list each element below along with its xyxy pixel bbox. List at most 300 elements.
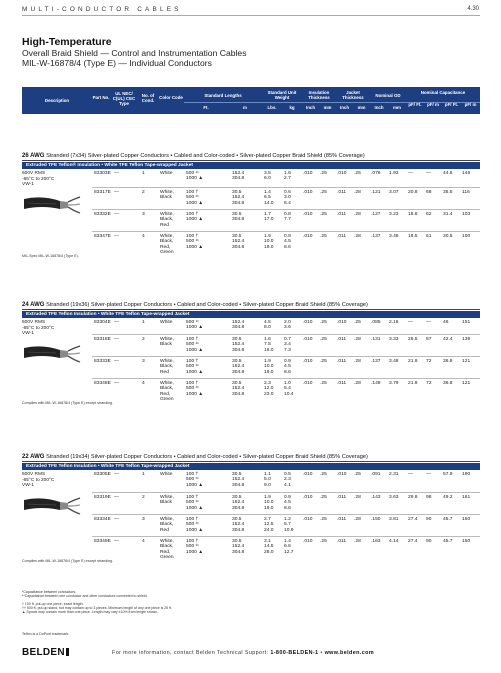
cell-od-mm: 2.31 xyxy=(389,472,399,477)
sub-ins-mm: mm xyxy=(323,105,332,110)
cell-ins-mm: .25 xyxy=(320,539,327,544)
cell-c1: 20.8 xyxy=(408,190,418,195)
cell-ul: — xyxy=(114,539,119,544)
cell-ul: — xyxy=(114,212,119,217)
cell-c1: 27.4 xyxy=(408,539,418,544)
cell-ul: — xyxy=(114,495,119,500)
cell-c3: 57.9 xyxy=(443,472,453,477)
cell-kg: 0.9 4.5 8.6 xyxy=(284,495,291,511)
cell-c1: 27.4 xyxy=(408,517,418,522)
cell-od-in: .143 xyxy=(371,495,381,500)
cell-c4: 150 xyxy=(462,539,471,544)
cell-m: 30.5 152.4 304.8 xyxy=(232,359,245,375)
cell-ft: 100 † 500 ¹¹ 1000 ▲ xyxy=(186,381,204,397)
cell-ins-in: .010 xyxy=(303,190,313,195)
cell-ins-mm: .25 xyxy=(320,495,327,500)
cell-kg: 1.0 5.4 10.4 xyxy=(284,381,294,397)
cell-ul: — xyxy=(114,234,119,239)
col-standard-unit-weight: Standard Unit Weight xyxy=(267,90,297,100)
cell-c2: — xyxy=(426,472,431,477)
table-row xyxy=(92,378,480,405)
cell-c3: 45.7 xyxy=(443,539,453,544)
cell-ul: — xyxy=(114,171,119,176)
cell-c2: 87 xyxy=(426,337,432,342)
cell-jk-mm: .28 xyxy=(354,190,361,195)
cell-jk-in: .011 xyxy=(337,337,347,342)
footnote: †† 500 ft. put-up stand, but may contain up to 3 pieces. Minimum length of any one piece is 25 ft. xyxy=(22,605,173,610)
cell-c3: 45.7 xyxy=(443,517,453,522)
cell-ft: 100 † 500 ¹¹ 1000 ▲ xyxy=(186,517,204,533)
cell-m: 30.5 152.4 304.8 xyxy=(232,337,245,353)
cell-od-mm: 3.81 xyxy=(389,517,399,522)
cell-part: 83333E xyxy=(94,359,111,364)
cell-ins-mm: .25 xyxy=(320,320,327,325)
cell-ins-mm: .25 xyxy=(320,359,327,364)
cell-part: 83319E xyxy=(94,495,111,500)
voltage-rating: 600V RMS -65°C to 200°C VW-1 xyxy=(22,320,55,337)
cell-jk-in: .010 xyxy=(337,320,347,325)
cell-c3: 49.2 xyxy=(443,495,453,500)
col-standard-lengths: Standard Lengths xyxy=(204,93,242,98)
cell-od-mm: 3.79 xyxy=(389,381,399,386)
cell-c4: 121 xyxy=(462,359,471,364)
cell-n: 4 xyxy=(142,381,145,386)
cell-kg: 0.8 7.7 xyxy=(284,212,291,223)
cell-ft: 500 ¹¹ 1000 ▲ xyxy=(186,171,204,182)
cell-kg: 1.4 6.6 12.7 xyxy=(284,539,294,555)
sub-jk-inch: Inch xyxy=(339,105,350,110)
cell-ul: — xyxy=(114,472,119,477)
cell-ft: 500 ¹¹ 1000 ▲ xyxy=(186,320,204,331)
cell-ins-in: .010 xyxy=(303,234,313,239)
sub-pf-ft-a: pF/ Ft. xyxy=(408,102,422,107)
cell-ft: 100 † 500 ¹¹ 1000 ▲ xyxy=(186,359,204,375)
cell-c2: 62 xyxy=(426,212,432,217)
cell-ul: — xyxy=(114,190,119,195)
cell-jk-mm: .28 xyxy=(354,539,361,544)
cell-ins-in: .010 xyxy=(303,539,313,544)
col-part-no: Part No. xyxy=(92,95,110,100)
cell-od-in: .163 xyxy=(371,539,381,544)
trademark-note: Teflon is a DuPont trademark. xyxy=(22,632,70,636)
cell-lbs: 3.1 14.5 28.0 xyxy=(264,539,274,555)
cell-c3: 42.4 xyxy=(443,337,453,342)
cell-jk-in: .011 xyxy=(337,381,347,386)
cell-ft: 100 † 500 ¹¹ 1000 ▲ xyxy=(186,472,204,488)
cell-c1: 21.9 xyxy=(408,359,418,364)
cell-jk-mm: .28 xyxy=(354,495,361,500)
header-divider xyxy=(22,15,480,16)
cell-m: 30.5 152.4 304.8 xyxy=(232,495,245,511)
cell-c2: 90 xyxy=(426,517,432,522)
cell-c4: 121 xyxy=(462,381,471,386)
cell-jk-mm: .28 xyxy=(354,381,361,386)
cell-m: 152.4 304.8 xyxy=(232,320,245,331)
cell-jk-in: .011 xyxy=(337,495,347,500)
cell-ins-in: .010 xyxy=(303,337,313,342)
section-description: Stranded (7x34) Silver-plated Copper Conductors • Cabled and Color-coded • Silver-plated Copper Braid Shield (85% Coverage) xyxy=(46,153,365,159)
cell-c4: 150 xyxy=(462,517,471,522)
cell-od-mm: 3.33 xyxy=(389,337,399,342)
footnotes xyxy=(22,590,172,614)
cell-lbs: 1.6 7.5 16.0 xyxy=(264,337,274,353)
sub-od-mm: mm xyxy=(393,105,401,110)
cell-ft: 100 † 1000 ▲ xyxy=(186,212,204,223)
cell-n: 2 xyxy=(142,190,145,195)
cell-n: 1 xyxy=(142,320,145,325)
cell-ins-mm: .25 xyxy=(320,212,327,217)
col-ul-nec: UL NEC/ C(UL) CEC Type xyxy=(112,91,136,106)
cell-c4: 161 xyxy=(462,495,471,500)
cell-c1: — xyxy=(408,472,413,477)
cell-color: White xyxy=(160,171,173,176)
table-row xyxy=(92,231,480,258)
cell-ul: — xyxy=(114,381,119,386)
rows-area xyxy=(22,318,480,409)
cell-kg: 0.9 4.5 8.6 xyxy=(284,234,291,250)
cell-color: White, Black, Red xyxy=(160,359,174,375)
col-color-code: Color Code xyxy=(159,95,183,100)
cell-lbs: 4.5 8.0 xyxy=(264,320,271,331)
cell-od-in: .127 xyxy=(371,212,381,217)
cell-kg: 1.6 2.7 xyxy=(284,171,291,182)
cell-ul: — xyxy=(114,320,119,325)
sub-od-inch: Inch xyxy=(374,105,384,110)
page-subtitle-spec: MIL-W-16878/4 (Type E) — Individual Conductors xyxy=(22,58,212,68)
cell-ins-in: .010 xyxy=(303,171,313,176)
cell-color: White, Black, Red xyxy=(160,517,174,533)
spec-note: MIL-Spec MIL-W-16878/4 (Type E). xyxy=(22,254,79,258)
cell-od-in: .149 xyxy=(371,381,381,386)
cell-jk-in: .010 xyxy=(337,171,347,176)
cell-c3: 36.8 xyxy=(443,381,453,386)
cell-ins-mm: .25 xyxy=(320,517,327,522)
cell-c4: 146 xyxy=(462,171,471,176)
cell-lbs: 1.4 6.5 14.0 xyxy=(264,190,274,206)
cable-illustration xyxy=(22,338,82,373)
cell-ul: — xyxy=(114,359,119,364)
cell-c2: 61 xyxy=(426,234,432,239)
cell-od-in: .076 xyxy=(371,171,381,176)
cell-lbs: 2.3 12.0 23.0 xyxy=(264,381,274,397)
section-22-awg xyxy=(22,453,480,567)
col-insulation-thickness: Insulation Thickness xyxy=(308,90,330,100)
sub-pf-m-b: pF/ m xyxy=(464,102,477,107)
sub-ft: Ft. xyxy=(203,105,209,110)
belden-logo: BELDEN xyxy=(22,647,69,658)
section-24-awg xyxy=(22,301,480,409)
cell-od-mm: 1.93 xyxy=(389,171,399,176)
cell-c2: 72 xyxy=(426,381,432,386)
cell-c1: 21.9 xyxy=(408,381,418,386)
cell-od-in: .137 xyxy=(371,359,381,364)
col-nominal-od: Nominal OD xyxy=(375,93,401,98)
cell-c1: 29.9 xyxy=(408,495,418,500)
cell-jk-in: .011 xyxy=(337,539,347,544)
cell-kg: 0.5 2.3 4.1 xyxy=(284,472,291,488)
cell-c4: 190 xyxy=(462,472,471,477)
cell-part: 83318E xyxy=(94,337,111,342)
rows-area xyxy=(22,470,480,567)
insulation-bar: Extruded TFE Teflon Insulation • White TFE Teflon Tape-wrapped Jacket xyxy=(22,311,480,318)
cell-ft: 100 † 500 ¹¹ 1000 ▲ xyxy=(186,190,204,206)
cell-jk-mm: .25 xyxy=(354,171,361,176)
cell-c1: 26.5 xyxy=(408,337,418,342)
page-number: 4.30 xyxy=(467,6,479,12)
footnote: ▲ Spools may contain more than one piece. Length may vary ±10% from length shown. xyxy=(22,610,159,615)
cell-c2: 72 xyxy=(426,359,432,364)
col-description: Description xyxy=(44,98,70,103)
section-title xyxy=(22,453,480,462)
footnote: *Capacitance between conductors. xyxy=(22,590,77,594)
cell-lbs: 1.9 10.0 19.0 xyxy=(264,234,274,250)
col-jacket-thickness: Jacket Thickness xyxy=(342,90,364,100)
table-column-header xyxy=(22,87,480,114)
cell-jk-in: .010 xyxy=(337,472,347,477)
cell-c1: 18.5 xyxy=(408,234,418,239)
cell-ins-in: .010 xyxy=(303,495,313,500)
cable-illustration xyxy=(22,189,82,224)
cell-n: 4 xyxy=(142,539,145,544)
table-row xyxy=(92,187,480,209)
cell-lbs: 1.1 5.0 9.0 xyxy=(264,472,271,488)
cell-m: 30.5 152.4 304.8 xyxy=(232,517,245,533)
awg-gauge: 26 AWG xyxy=(22,153,47,159)
page-title: High-Temperature xyxy=(22,36,112,48)
cell-n: 4 xyxy=(142,234,145,239)
cell-color: White, Black, Red xyxy=(160,212,174,228)
sub-pf-m-a: pF/ m xyxy=(427,102,439,107)
sub-kg: kg xyxy=(289,105,295,110)
cell-c2: — xyxy=(426,171,431,176)
cell-jk-mm: .28 xyxy=(354,337,361,342)
cell-ins-in: .010 xyxy=(303,212,313,217)
cell-jk-mm: .28 xyxy=(354,517,361,522)
footnote: † 100 ft. put-up one piece, exact length. xyxy=(22,601,84,606)
cell-lbs: 1.9 10.0 19.0 xyxy=(264,359,274,375)
cell-kg: 1.2 5.7 10.9 xyxy=(284,517,294,533)
cell-color: White xyxy=(160,320,173,325)
cell-od-mm: 3.48 xyxy=(389,359,399,364)
cell-od-mm: 3.23 xyxy=(389,212,399,217)
cell-m: 30.5 304.8 xyxy=(232,212,245,223)
cell-jk-mm: .25 xyxy=(354,472,361,477)
cell-m: 152.4 304.8 xyxy=(232,171,245,182)
cell-kg: 2.0 3.6 xyxy=(284,320,291,331)
cell-kg: 0.9 4.5 8.6 xyxy=(284,359,291,375)
sub-ins-inch: Inch xyxy=(305,105,316,110)
cell-c2: 98 xyxy=(426,495,432,500)
spec-note: Complies with MIL-W-16878/4 (Type E) except stranding. xyxy=(22,559,114,563)
cell-ins-mm: .25 xyxy=(320,381,327,386)
cell-color: White, Black, Red, Green xyxy=(160,539,174,560)
insulation-bar: Extruded TFE Teflon® Insulation • White TFE Teflon Tape-wrapped Jacket xyxy=(22,162,480,169)
cell-ins-in: .010 xyxy=(303,359,313,364)
cell-color: White xyxy=(160,472,173,477)
cable-illustration xyxy=(22,490,82,525)
cell-m: 30.5 152.4 304.8 xyxy=(232,234,245,250)
awg-gauge: 22 AWG xyxy=(22,454,47,460)
cell-c2: 68 xyxy=(426,190,432,195)
table-row xyxy=(92,514,480,536)
cell-part: 83303E xyxy=(94,171,111,176)
cell-lbs: 2.7 12.5 24.0 xyxy=(264,517,274,533)
voltage-rating: 600V RMS -65°C to 200°C VW-1 xyxy=(22,171,55,188)
cell-c2: — xyxy=(426,320,431,325)
cell-color: White, Black xyxy=(160,190,174,201)
cell-ft: 100 † 500 ¹¹ 1000 ▲ xyxy=(186,337,204,353)
cell-ins-mm: .25 xyxy=(320,190,327,195)
cell-ul: — xyxy=(114,337,119,342)
cell-n: 1 xyxy=(142,472,145,477)
cell-ft: 100 † 500 ¹¹ 1000 ▲ xyxy=(186,539,204,555)
cell-n: 3 xyxy=(142,212,145,217)
cell-od-in: .150 xyxy=(371,517,381,522)
cell-od-mm: 3.63 xyxy=(389,495,399,500)
cell-od-mm: 4.14 xyxy=(389,539,399,544)
table-row xyxy=(92,536,480,563)
cell-n: 3 xyxy=(142,517,145,522)
table-row xyxy=(92,470,480,492)
cell-ft: 100 † 500 ¹¹ 1000 ▲ xyxy=(186,234,204,250)
cell-c3: 36.8 xyxy=(443,359,453,364)
cell-ins-mm: .25 xyxy=(320,472,327,477)
sub-pf-ft-b: pF/ Ft. xyxy=(444,102,459,107)
cell-ins-in: .010 xyxy=(303,381,313,386)
website-link[interactable]: www.belden.com xyxy=(324,650,375,656)
cell-lbs: 3.5 6.0 xyxy=(264,171,271,182)
cell-c1: — xyxy=(408,171,413,176)
cell-c2: 90 xyxy=(426,539,432,544)
cell-ins-in: .010 xyxy=(303,472,313,477)
cell-jk-mm: .28 xyxy=(354,212,361,217)
cell-od-in: .091 xyxy=(371,472,381,477)
cell-jk-in: .011 xyxy=(337,212,347,217)
cell-c1: — xyxy=(408,320,413,325)
cell-lbs: 1.9 10.0 19.0 xyxy=(264,495,274,511)
cell-part: 83348E xyxy=(94,381,111,386)
section-title xyxy=(22,301,480,310)
cell-c3: 31.4 xyxy=(443,212,453,217)
awg-gauge: 24 AWG xyxy=(22,302,47,308)
cell-jk-in: .011 xyxy=(337,190,347,195)
cell-n: 1 xyxy=(142,171,145,176)
cell-color: White, Black, Red, Green xyxy=(160,381,174,402)
page-subtitle: Overall Braid Shield — Control and Instrumentation Cables xyxy=(22,48,247,58)
cell-part: 83332E xyxy=(94,212,111,217)
section-26-awg xyxy=(22,152,480,262)
cell-c1: 18.8 xyxy=(408,212,418,217)
cell-od-mm: 3.07 xyxy=(389,190,399,195)
cell-od-mm: 3.48 xyxy=(389,234,399,239)
table-row xyxy=(92,356,480,378)
cell-c3: 30.5 xyxy=(443,234,453,239)
col-no-cond: No. of Cond. xyxy=(141,93,155,103)
cell-c4: 100 xyxy=(462,234,471,239)
sub-m: m xyxy=(243,105,247,110)
cell-part: 83347E xyxy=(94,234,111,239)
cell-c4: 139 xyxy=(462,337,471,342)
cell-part: 83305E xyxy=(94,472,111,477)
cell-n: 3 xyxy=(142,359,145,364)
cell-od-in: .131 xyxy=(371,337,381,342)
cell-ft: 100 † 500 ¹¹ 1000 ▲ xyxy=(186,495,204,511)
cell-part: 83304E xyxy=(94,320,111,325)
cell-ul: — xyxy=(114,517,119,522)
sub-jk-mm: mm xyxy=(357,105,366,110)
cell-ins-mm: .25 xyxy=(320,171,327,176)
cell-od-in: .137 xyxy=(371,234,381,239)
cell-jk-in: .011 xyxy=(337,359,347,364)
cell-n: 2 xyxy=(142,337,145,342)
page-header xyxy=(0,0,501,20)
cell-c3: 35.5 xyxy=(443,190,453,195)
cell-m: 30.5 152.4 304.8 xyxy=(232,381,245,397)
catalog-section-title: MULTI-CONDUCTOR CABLES xyxy=(22,6,182,13)
cell-ins-in: .010 xyxy=(303,320,313,325)
section-title xyxy=(22,152,480,161)
cell-jk-in: .011 xyxy=(337,517,347,522)
cell-c4: 116 xyxy=(462,190,470,195)
insulation-bar: Extruded TFE Teflon Insulation • White TFE Teflon Tape-wrapped Jacket xyxy=(22,463,480,470)
sub-lbs: Lbs. xyxy=(267,105,277,110)
footer-contact: For more information, contact Belden Technical Support: 1-800-BELDEN-1 • www.belden.com xyxy=(112,650,375,656)
cell-kg: 0.6 3.0 6.4 xyxy=(284,190,291,206)
cell-m: 30.5 152.4 304.8 xyxy=(232,539,245,555)
cell-color: White, Black xyxy=(160,337,174,348)
cell-ins-mm: .25 xyxy=(320,337,327,342)
cell-c3: 44.6 xyxy=(443,171,453,176)
cell-m: 30.5 152.4 304.8 xyxy=(232,190,245,206)
cell-lbs: 1.7 17.0 xyxy=(264,212,274,223)
cell-c4: 103 xyxy=(462,212,471,217)
table-row xyxy=(92,334,480,356)
cell-jk-in: .011 xyxy=(337,234,347,239)
footnote: **Capacitance between one conductor and other conductors connected to shield. xyxy=(22,594,148,599)
table-row xyxy=(92,209,480,231)
cell-kg: 0.7 3.4 7.3 xyxy=(284,337,291,353)
cell-jk-mm: .28 xyxy=(354,359,361,364)
voltage-rating: 600V RMS -65°C to 200°C VW-1 xyxy=(22,472,55,489)
cell-od-in: .085 xyxy=(371,320,381,325)
table-row xyxy=(92,492,480,514)
cell-n: 2 xyxy=(142,495,145,500)
cell-color: White, Black, Red, Green xyxy=(160,234,174,255)
cell-jk-mm: .25 xyxy=(354,320,361,325)
col-nominal-capacitance: Nominal Capacitance xyxy=(420,90,466,95)
cell-c3: 46 xyxy=(443,320,449,325)
page-heading xyxy=(22,36,247,68)
cell-color: White, Black xyxy=(160,495,174,506)
support-phone: 1-800-BELDEN-1 xyxy=(270,650,319,656)
section-description: Stranded (19x34) Silver-plated Copper Conductors • Cabled and Color-coded • Silver-plated Copper Braid Shield (85% Coverage) xyxy=(46,454,368,460)
cell-ins-in: .010 xyxy=(303,517,313,522)
cell-od-mm: 2.16 xyxy=(389,320,399,325)
cell-part: 83349E xyxy=(94,539,111,544)
table-row xyxy=(92,318,480,334)
spec-note: Complies with MIL-W-16878/4 (Type E) except stranding. xyxy=(22,401,114,405)
cell-part: 83334E xyxy=(94,517,111,522)
cell-c4: 151 xyxy=(462,320,471,325)
cell-od-in: .121 xyxy=(371,190,381,195)
section-description: Stranded (19x36) Silver-plated Copper Conductors • Cabled and Color-coded • Silver-plated Copper Braid Shield (85% Coverage) xyxy=(46,302,368,308)
cell-part: 83317E xyxy=(94,190,111,195)
cell-jk-mm: .28 xyxy=(354,234,361,239)
rows-area xyxy=(22,169,480,262)
cell-m: 30.5 152.4 304.8 xyxy=(232,472,245,488)
table-row xyxy=(92,169,480,187)
cell-ins-mm: .25 xyxy=(320,234,327,239)
